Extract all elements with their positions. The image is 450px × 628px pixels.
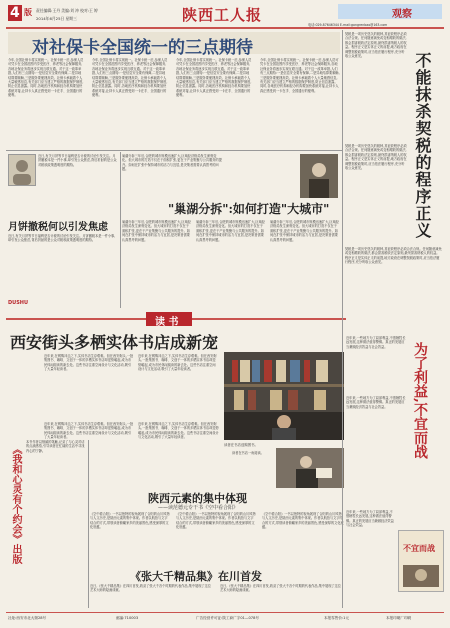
book-feature bbox=[90, 490, 344, 566]
divider-horizontal-mid bbox=[6, 150, 342, 151]
photo-figure-icon bbox=[300, 154, 338, 198]
center-article bbox=[122, 152, 340, 308]
masthead bbox=[0, 0, 450, 28]
page-number: 4 bbox=[10, 5, 20, 21]
right-column bbox=[345, 32, 442, 332]
bookshelf-photo bbox=[224, 352, 344, 440]
page-unit: 版 bbox=[24, 8, 32, 17]
footer-postcode: 邮编:710003 bbox=[116, 616, 139, 620]
lead-body-col-2: 今年,全国社保卡将实现统一。社保卡统一后,参保人员可凭卡在全国范围内享受医疗、养老等社会保障服务,各地社保业务将逐步实现互联互通。对于这一改革举措,人们有三点期待:一是信息安全要有保障,二是异地结算要顺畅,三是服务要便捷高效。社保卡承载着个人大量敏感信息,有关部门应当建立严格的数据保护制度,防止信息泄露。同时,各地医疗机构和经办机构要加快系统对接,让持卡人真正感受到一卡在手、全国通行的便利。 bbox=[92, 58, 168, 98]
columnist-photo bbox=[8, 154, 36, 186]
book-cover-art-icon bbox=[399, 531, 443, 591]
masthead-rule bbox=[6, 27, 444, 29]
column-piece bbox=[8, 152, 118, 308]
divider-vertical-right bbox=[342, 30, 343, 608]
side-book-title: 《我和心灵有个约会》出版 bbox=[10, 444, 21, 564]
center-photo bbox=[300, 154, 338, 198]
calligraphy-col-2: 近日,《张大千精品集》在四川首发,收录了张大千各个时期的代表作品,集中展现了这位艺术大师的绘画成就。 bbox=[220, 584, 341, 593]
profit-article bbox=[346, 336, 442, 608]
calligraphy-article bbox=[90, 568, 344, 608]
lead-body-col-1: 今年,全国社保卡将实现统一。社保卡统一后,参保人员可凭卡在全国范围内享受医疗、养老等社会保障服务,各地社保业务将逐步实现互联互通。对于这一改革举措,人们有三点期待:一是信息安全要有保障,二是异地结算要顺畅,三是服务要便捷高效。社保卡承载着个人大量敏感信息,有关部门应当建立严格的数据保护制度,防止信息泄露。同时,各地医疗机构和经办机构要加快系统对接,让持卡人真正感受到一卡在手、全国通行的便利。 bbox=[8, 58, 84, 98]
reader-icon bbox=[276, 448, 344, 488]
calligraphy-col-1: 近日,《张大千精品集》在四川首发,收录了张大千各个时期的代表作品,集中展现了这位艺术大师的绘画成就。 bbox=[90, 584, 211, 593]
bookstore-title: 西安街头多栖实体书店成新宠 bbox=[10, 333, 219, 352]
lead-body-col-3: 今年,全国社保卡将实现统一。社保卡统一后,参保人员可凭卡在全国范围内享受医疗、养老等社会保障服务,各地社保业务将逐步实现互联互通。对于这一改革举措,人们有三点期待:一是信息安全要有保障,二是异地结算要顺畅,三是服务要便捷高效。社保卡承载着个人大量敏感信息,有关部门应当建立严格的数据保护制度,防止信息泄露。同时,各地医疗机构和经办机构要加快系统对接,让持卡人真正感受到一卡在手、全国通行的便利。 bbox=[176, 58, 252, 98]
column-title: 月饼撤税何以引发焦虑 bbox=[8, 222, 108, 233]
bookshelf-caption: 读者在书店选购图书。 bbox=[224, 443, 258, 447]
column-intro: 近日,有关月饼等节日福利是否计税的讨论引发关注。月饼撤税本是一件小事,却引发公众焦虑,背后折射的是公众对税收政策透明度的期待。 bbox=[38, 154, 117, 167]
center-body-col-3: 巢湖分拆三年后,合肥的城市规模迅速扩大,区域经济格局发生深刻变化。但大城市的打造不仅在于面积扩张,更在于产业集聚与公共服务的提升。如何在扩张中保持城市的活力与宜居,是决策者需要认真思考的问题。 bbox=[270, 220, 339, 242]
profit-body-2: 近年来,一些地方为了局部利益,不惜牺牲长远发展,这种做法值得警惕。真正的发展应当兼顾经济效益与社会效益。 bbox=[346, 510, 394, 528]
book-feature-title: 陕西元素的集中体现 bbox=[148, 492, 247, 505]
lead-title: 对社保卡全国统一的三点期待 bbox=[32, 38, 253, 58]
calligraphy-title: 《张大千精品集》在川首发 bbox=[130, 570, 262, 583]
section-label: 观察 bbox=[392, 9, 412, 20]
paper-name: 陕西工人报 bbox=[182, 6, 263, 24]
contact-line: 电话:029-87646344 E-mail:gongrenbao@163.com bbox=[308, 23, 388, 27]
bookstore-body-col-1: 近年来,在网购冲击之下,实体书店生存艰难。但在西安街头,一批集图书、咖啡、文创于一体的多栖实体书店却逆势崛起,成为市民休闲阅读的新去处。这些书店注重空间设计与文化活动,吸引了大量年轻读者。 bbox=[44, 354, 134, 372]
reading-label: 读 书 bbox=[155, 317, 179, 328]
center-title: "巢湖分拆":如何打造"大城市" bbox=[168, 202, 330, 216]
profit-title: 为了利益,不宜而战 bbox=[412, 342, 428, 459]
book-feature-col-3: 《空中看合阳》一书以独特的视角展现了合阳的山川风物与人文历史,是陕西元素的集中体现。作者以航拍与文字结合的方式,带领读者俯瞰家乡的美丽景色,感受深厚的文化底蕴。 bbox=[262, 512, 344, 530]
lead-body-col-4: 今年,全国社保卡将实现统一。社保卡统一后,参保人员可凭卡在全国范围内享受医疗、养老等社会保障服务,各地社保业务将逐步实现互联互通。对于这一改革举措,人们有三点期待:一是信息安全要有保障,二是异地结算要顺畅,三是服务要便捷高效。社保卡承载着个人大量敏感信息,有关部门应当建立严格的数据保护制度,防止信息泄露。同时,各地医疗机构和经办机构要加快系统对接,让持卡人真正感受到一卡在手、全国通行的便利。 bbox=[260, 58, 340, 93]
book-cover-title: 不宜而战 bbox=[403, 543, 435, 553]
divider-vertical-left bbox=[120, 152, 121, 308]
right-column-body-mid: 契税是一项历史悠久的税种,其征收程序必须合法合规。任何随意减免或变相增收的做法,都会损害税收法定原则,最终损害纳税人的权益。程序正义是实体正义的前提,地方政府在调整契税政策时,应当依法履行程序,充分听取公众意见。 bbox=[345, 144, 407, 171]
date-line: 2014年6月25日 星期三 bbox=[36, 16, 77, 21]
bookstore-body-col-3: 近年来,在网购冲击之下,实体书店生存艰难。但在西安街头,一批集图书、咖啡、文创于一体的多栖实体书店却逆势崛起,成为市民休闲阅读的新去处。这些书店注重空间设计与文化活动,吸引了大量年轻读者。 bbox=[44, 422, 134, 440]
footer-rule bbox=[6, 612, 444, 613]
footer-price: 本报零售价:1元 bbox=[324, 616, 350, 620]
book-feature-col-2: 《空中看合阳》一书以独特的视角展现了合阳的山川风物与人文历史,是陕西元素的集中体现。作者以航拍与文字结合的方式,带领读者俯瞰家乡的美丽景色,感受深厚的文化底蕴。 bbox=[176, 512, 256, 530]
profit-body-1: 近年来,一些地方为了局部利益,不惜牺牲长远发展,这种做法值得警惕。真正的发展应当兼顾经济效益与社会效益。 bbox=[346, 396, 406, 409]
footer bbox=[6, 612, 444, 624]
book-cover bbox=[398, 530, 444, 592]
bookstore-body-col-4: 近年来,在网购冲击之下,实体书店生存艰难。但在西安街头,一批集图书、咖啡、文创于一体的多栖实体书店却逆势崛起,成为市民休闲阅读的新去处。这些书店注重空间设计与文化活动,吸引了大量年轻读者。 bbox=[138, 422, 219, 440]
reading-banner bbox=[6, 300, 346, 328]
profit-intro: 近年来,一些地方为了局部利益,不惜牺牲长远发展,这种做法值得警惕。真正的发展应当兼顾经济效益与社会效益。 bbox=[346, 336, 406, 349]
right-column-title: 不能抹杀契税的程序正义 bbox=[413, 52, 432, 239]
book-feature-col-1: 《空中看合阳》一书以独特的视角展现了合阳的山川风物与人文历史,是陕西元素的集中体现。作者以航拍与文字结合的方式,带领读者俯瞰家乡的美丽景色,感受深厚的文化底蕴。 bbox=[90, 512, 170, 530]
section-tab bbox=[338, 4, 442, 19]
center-body-col-1: 巢湖分拆三年后,合肥的城市规模迅速扩大,区域经济格局发生深刻变化。但大城市的打造不仅在于面积扩张,更在于产业集聚与公共服务的提升。如何在扩张中保持城市的活力与宜居,是决策者需要认真思考的问题。 bbox=[122, 220, 191, 242]
center-intro: 巢湖分拆三年后,合肥的城市规模迅速扩大,区域经济格局发生深刻变化。但大城市的打造不仅在于面积扩张,更在于产业集聚与公共服务的提升。如何在扩张中保持城市的活力与宜居,是决策者需要认真思考的问题。 bbox=[122, 154, 222, 172]
bookshelf-icon bbox=[224, 352, 344, 440]
lead-article bbox=[8, 32, 340, 150]
divider-side-book bbox=[88, 440, 89, 608]
editor-line: 责任编辑:王丹 美编:刘 冲 校对:王 婷 bbox=[36, 8, 98, 13]
page-number-badge bbox=[8, 5, 22, 21]
right-column-body-bottom: 契税是一项历史悠久的税种,其征收程序必须合法合规。任何随意减免或变相增收的做法,都会损害税收法定原则,最终损害纳税人的权益。程序正义是实体正义的前提,地方政府在调整契税政策时,应当依法履行程序,充分听取公众意见。 bbox=[345, 247, 442, 265]
side-book-body: 本书作者以细腻的笔触,记录了与心灵对话的点滴感悟,引导读者在忙碌的生活中寻找内心的宁静。 bbox=[26, 440, 85, 453]
footer-ad-license: 广告经营许可证:陕工商广字01—078号 bbox=[196, 616, 259, 620]
reader-photo bbox=[276, 448, 344, 488]
person-icon bbox=[9, 155, 35, 185]
footer-address: 社址:西安市北大街28号 bbox=[8, 616, 47, 620]
footer-printer: 本报印刷厂印刷 bbox=[386, 616, 412, 620]
reading-label-box bbox=[146, 312, 192, 326]
bookstore-body-col-2: 近年来,在网购冲击之下,实体书店生存艰难。但在西安街头,一批集图书、咖啡、文创于一体的多栖实体书店却逆势崛起,成为市民休闲阅读的新去处。这些书店注重空间设计与文化活动,吸引了大量年轻读者。 bbox=[138, 354, 217, 372]
center-body-col-2: 巢湖分拆三年后,合肥的城市规模迅速扩大,区域经济格局发生深刻变化。但大城市的打造不仅在于面积扩张,更在于产业集聚与公共服务的提升。如何在扩张中保持城市的活力与宜居,是决策者需要认真思考的问题。 bbox=[196, 220, 265, 242]
right-column-body-top: 契税是一项历史悠久的税种,其征收程序必须合法合规。任何随意减免或变相增收的做法,都会损害税收法定原则,最终损害纳税人的权益。程序正义是实体正义的前提,地方政府在调整契税政策时,应当依法履行程序,充分听取公众意见。 bbox=[345, 32, 407, 59]
side-book bbox=[8, 440, 86, 606]
reading-label-latin: DUSHU bbox=[8, 300, 29, 306]
column-body: 近日,有关月饼等节日福利是否计税的讨论引发关注。月饼撤税本是一件小事,却引发公众焦虑,背后折射的是公众对税收政策透明度的期待。 bbox=[8, 234, 116, 243]
book-feature-subtitle: ——读范德元专干书《空中看合阳》 bbox=[158, 505, 239, 511]
reader-caption: 读者在书店一角阅读。 bbox=[232, 451, 264, 455]
